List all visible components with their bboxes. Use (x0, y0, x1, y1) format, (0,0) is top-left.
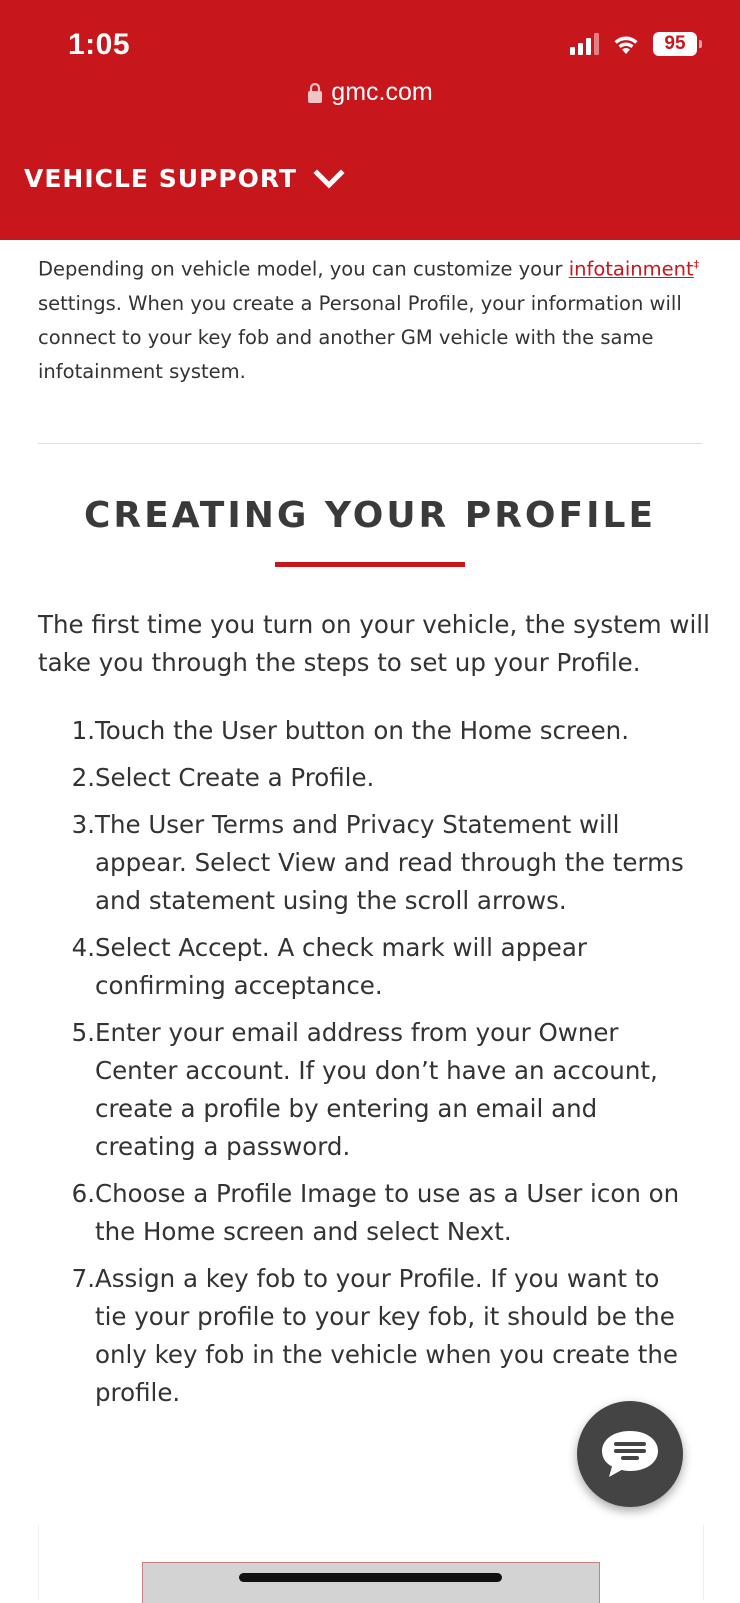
step-item (38, 1260, 718, 1412)
status-icons (570, 32, 702, 56)
step-number: 6. (71, 1179, 95, 1208)
vehicle-support-menu[interactable] (24, 164, 345, 193)
site-header (0, 0, 740, 240)
step-number: 5. (71, 1018, 95, 1047)
step-text: Choose a Profile Image to use as a User icon on the Home screen and select Next. (95, 1179, 680, 1246)
step-text: Assign a key fob to your Profile. If you want to tie your profile to your key fob, it should be the only key fob in the vehicle when you create the profile. (95, 1264, 678, 1407)
step-number: 1. (71, 716, 95, 745)
step-item (38, 1175, 718, 1251)
steps-list (38, 712, 718, 1421)
step-number: 3. (71, 810, 95, 839)
section-divider (38, 443, 702, 444)
lock-icon (307, 82, 323, 104)
chat-button[interactable] (577, 1401, 683, 1507)
home-indicator[interactable] (239, 1573, 502, 1582)
step-number: 7. (71, 1264, 95, 1293)
step-number: 4. (71, 933, 95, 962)
step-item (38, 712, 718, 750)
vehicle-support-label: VEHICLE SUPPORT (24, 164, 298, 193)
image-placeholder (142, 1562, 600, 1603)
status-time: 1:05 (68, 28, 131, 61)
address-bar[interactable] (0, 78, 740, 107)
step-text: Enter your email address from your Owner Center account. If you don’t have an account, create a profile by entering an email and creating a password. (95, 1018, 658, 1161)
infotainment-footnote-marker[interactable]: ‡ (693, 258, 700, 271)
chat-icon (599, 1428, 661, 1480)
step-text: Select Create a Profile. (95, 763, 375, 792)
step-text: The User Terms and Privacy Statement will appear. Select View and read through the terms and statement using the scroll arrows. (95, 810, 684, 915)
step-text: Touch the User button on the Home screen. (95, 716, 629, 745)
intro-paragraph (38, 248, 708, 389)
wifi-icon (611, 33, 641, 55)
url-text: gmc.com (331, 78, 433, 106)
battery-icon (653, 32, 702, 56)
section-title: CREATING YOUR PROFILE (83, 495, 657, 536)
chevron-down-icon (313, 168, 345, 190)
battery-level: 95 (653, 32, 697, 56)
step-text: Select Accept. A check mark will appear confirming acceptance. (95, 933, 587, 1000)
intro-text-end: settings. When you create a Personal Profile, your information will connect to your key fob and another GM vehicle with the same infotainment system. (38, 291, 682, 383)
intro-text-start: Depending on vehicle model, you can customize your (38, 257, 569, 281)
title-underline (275, 562, 465, 567)
cellular-signal-icon (570, 33, 599, 55)
infotainment-link[interactable]: infotainment (568, 257, 694, 281)
step-item (38, 1014, 718, 1166)
step-item (38, 929, 718, 1005)
step-number: 2. (71, 763, 95, 792)
step-item (38, 759, 718, 797)
step-item (38, 806, 718, 920)
lead-paragraph: The first time you turn on your vehicle, the system will take you through the steps to set up your Profile. (38, 610, 710, 677)
